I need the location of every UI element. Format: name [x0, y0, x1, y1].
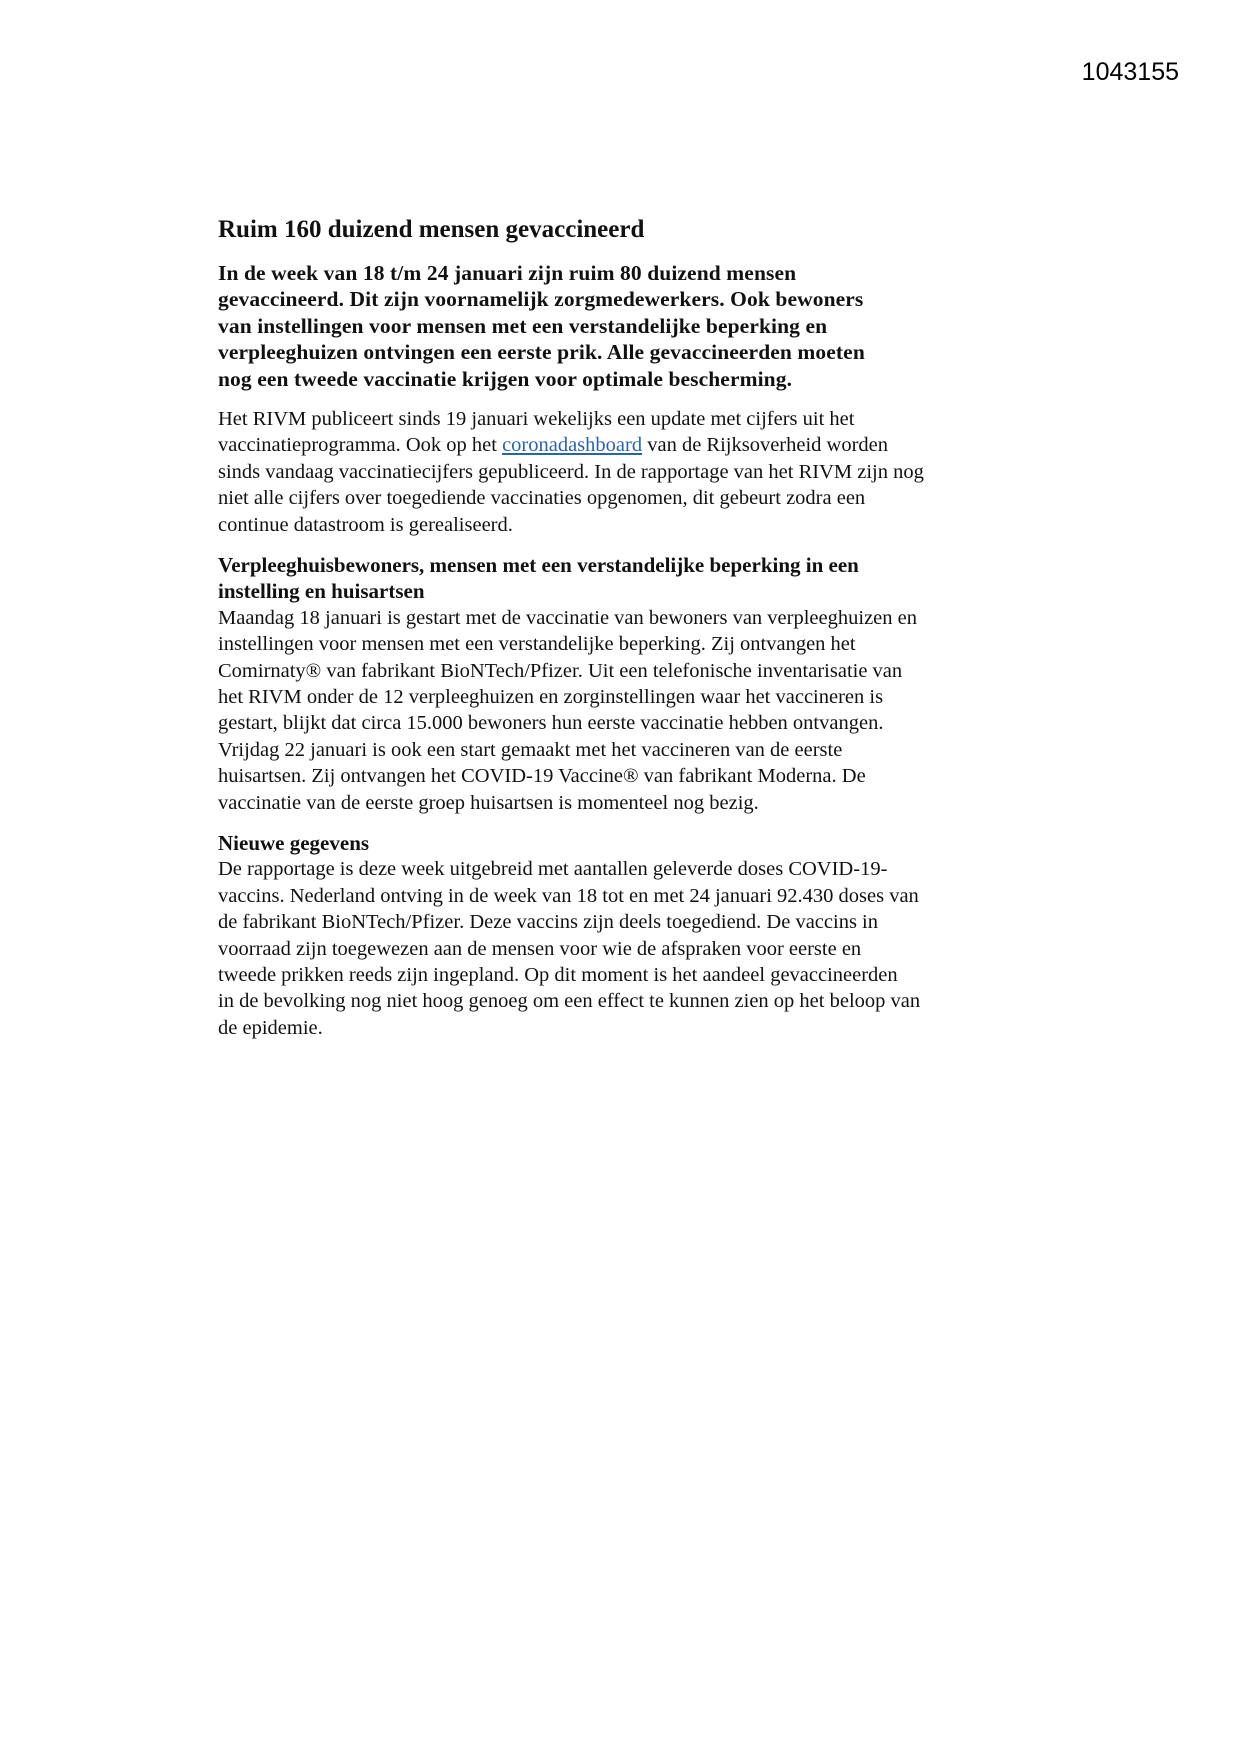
body-line: de fabrikant BioNTech/Pfizer. Deze vaccins zijn deels toegediend. De vaccins in: [218, 911, 879, 934]
section-nieuwe-gegevens: [218, 830, 1048, 1041]
lead-paragraph: [218, 260, 1048, 392]
lead-line: verpleeghuizen ontvingen een eerste prik. Alle gevaccineerden moeten: [218, 340, 865, 365]
body-line: vaccins. Nederland ontving in de week van 18 tot en met 24 januari 92.430 doses van: [218, 884, 919, 907]
lead-line: nog een tweede vaccinatie krijgen voor optimale bescherming.: [218, 366, 793, 391]
heading-line: instelling en huisartsen: [218, 579, 425, 604]
lead-line: In de week van 18 t/m 24 januari zijn ruim 80 duizend mensen: [218, 261, 797, 285]
body-line: continue datastroom is gerealiseerd.: [218, 513, 513, 536]
body-line: vaccinatie van de eerste groep huisartsen is momenteel nog bezig.: [218, 791, 759, 814]
section-verpleeghuis: [218, 552, 1048, 816]
body-line: voorraad zijn toegewezen aan de mensen voor wie de afspraken voor eerste en: [218, 937, 862, 960]
coronadashboard-link[interactable]: coronadashboard: [502, 434, 643, 457]
heading-line: Verpleeghuisbewoners, mensen met een verstandelijke beperking in een: [218, 553, 859, 577]
lead-line: van instellingen voor mensen met een verstandelijke beperking en: [218, 313, 828, 338]
body-line: de epidemie.: [218, 1016, 323, 1039]
document-number: 1043155: [1081, 58, 1179, 86]
body-line: gestart, blijkt dat circa 15.000 bewoners hun eerste vaccinatie hebben ontvangen.: [218, 712, 884, 735]
body-text: vaccinatieprogramma. Ook op het: [218, 434, 503, 457]
lead-line: gevaccineerd. Dit zijn voornamelijk zorgmedewerkers. Ook bewoners: [218, 287, 864, 312]
section-heading: [218, 830, 1048, 856]
section-body: [218, 856, 1048, 1041]
section-body: [218, 605, 1048, 816]
body-line: [218, 432, 1048, 458]
body-line: het RIVM onder de 12 verpleeghuizen en zorginstellingen waar het vaccineren is: [218, 685, 884, 708]
body-line: Vrijdag 22 januari is ook een start gemaakt met het vaccineren van de eerste: [218, 738, 843, 761]
intro-paragraph: [218, 406, 1048, 538]
body-line: Comirnaty® van fabrikant BioNTech/Pfizer. Uit een telefonische inventarisatie van: [218, 659, 903, 682]
body-line: huisartsen. Zij ontvangen het COVID-19 Vaccine® van fabrikant Moderna. De: [218, 765, 866, 788]
body-line: niet alle cijfers over toegediende vaccinaties opgenomen, dit gebeurt zodra een: [218, 487, 866, 510]
heading-line: Nieuwe gegevens: [218, 831, 370, 855]
section-heading: [218, 552, 1048, 605]
body-line: sinds vandaag vaccinatiecijfers gepubliceerd. In de rapportage van het RIVM zijn nog: [218, 460, 924, 483]
body-line: in de bevolking nog niet hoog genoeg om een effect te kunnen zien op het beloop van: [218, 990, 921, 1013]
body-line: Maandag 18 januari is gestart met de vaccinatie van bewoners van verpleeghuizen en: [218, 606, 917, 629]
body-line: tweede prikken reeds zijn ingepland. Op dit moment is het aandeel gevaccineerden: [218, 963, 898, 986]
body-line: instellingen voor mensen met een verstandelijke beperking. Zij ontvangen het: [218, 633, 856, 656]
body-line: Het RIVM publiceert sinds 19 januari wekelijks een update met cijfers uit het: [218, 408, 855, 430]
body-text: van de Rijksoverheid worden: [642, 434, 889, 457]
body-line: De rapportage is deze week uitgebreid met aantallen geleverde doses COVID-19-: [218, 858, 888, 881]
page-title: Ruim 160 duizend mensen gevaccineerd: [218, 216, 645, 243]
